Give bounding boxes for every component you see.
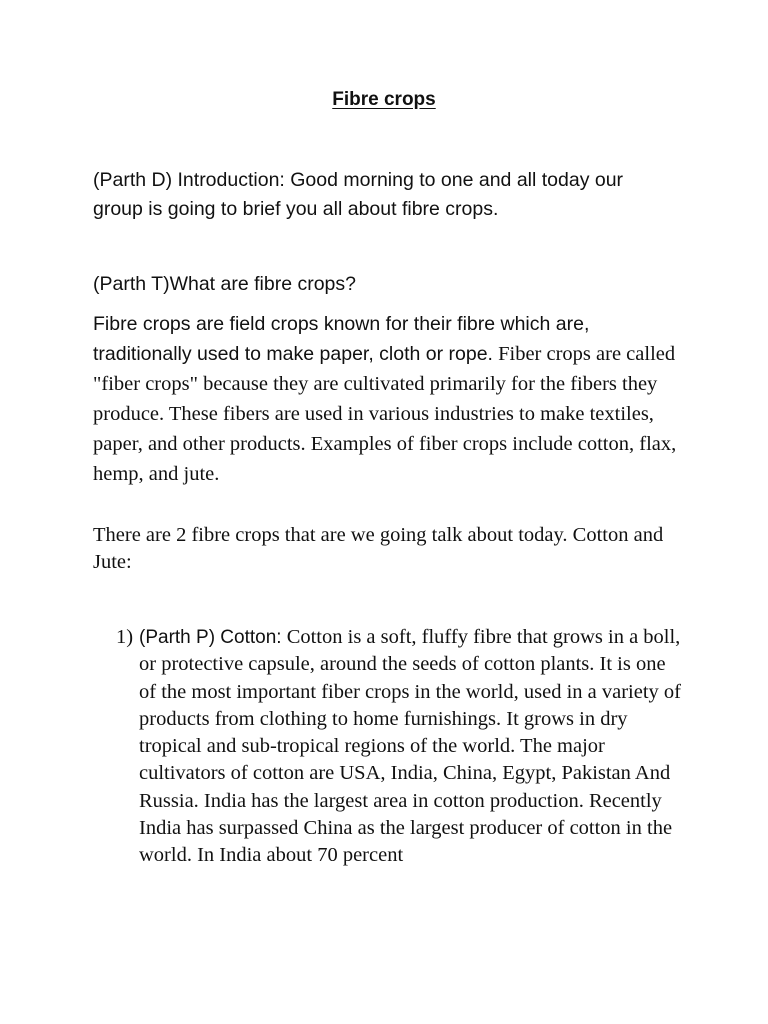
list-item-body — [139, 624, 684, 870]
question-heading — [93, 270, 673, 299]
list-item-text: Cotton is a soft, fluffy fibre that grows in a boll, or protective capsule, around the seeds of cotton plants. It is one of the most important fiber crops in the world, used in a variety of products from clothing to home furnishings. It grows in dry tropical and sub-tropical regions of the world. The major cultivators of cotton are USA, India, China, Egypt, Pakistan And Russia. India has the largest area in cotton production. Recently India has surpassed China as the largest producer of cotton in the world. In India about 70 percent — [139, 626, 681, 867]
question-text: (Parth T)What are fibre crops? — [93, 273, 356, 295]
list-number: 1) — [116, 626, 134, 648]
definition-paragraph — [93, 310, 683, 490]
two-crops-text: There are 2 fibre crops that are we going talk about today. Cotton and Jute: — [93, 524, 664, 574]
intro-paragraph — [93, 166, 673, 224]
list-item-heading: (Parth P) Cotton: — [139, 627, 282, 648]
definition-serif-text: Fiber crops are called "fiber crops" because they are cultivated primarily for the fibers they produce. These fibers are used in various industries to make textiles, paper, and other products. Examples of fiber crops include cotton, flax, hemp, and jute. — [93, 343, 677, 485]
two-crops-paragraph — [93, 522, 673, 577]
definition-sans-text: Fibre crops are field crops known for their fibre which are, traditionally used to make paper, cloth or rope. — [93, 313, 590, 365]
intro-text: (Parth D) Introduction: Good morning to one and all today our group is going to brief you all about fibre crops. — [93, 169, 624, 220]
document-title: Fibre crops — [332, 89, 436, 110]
